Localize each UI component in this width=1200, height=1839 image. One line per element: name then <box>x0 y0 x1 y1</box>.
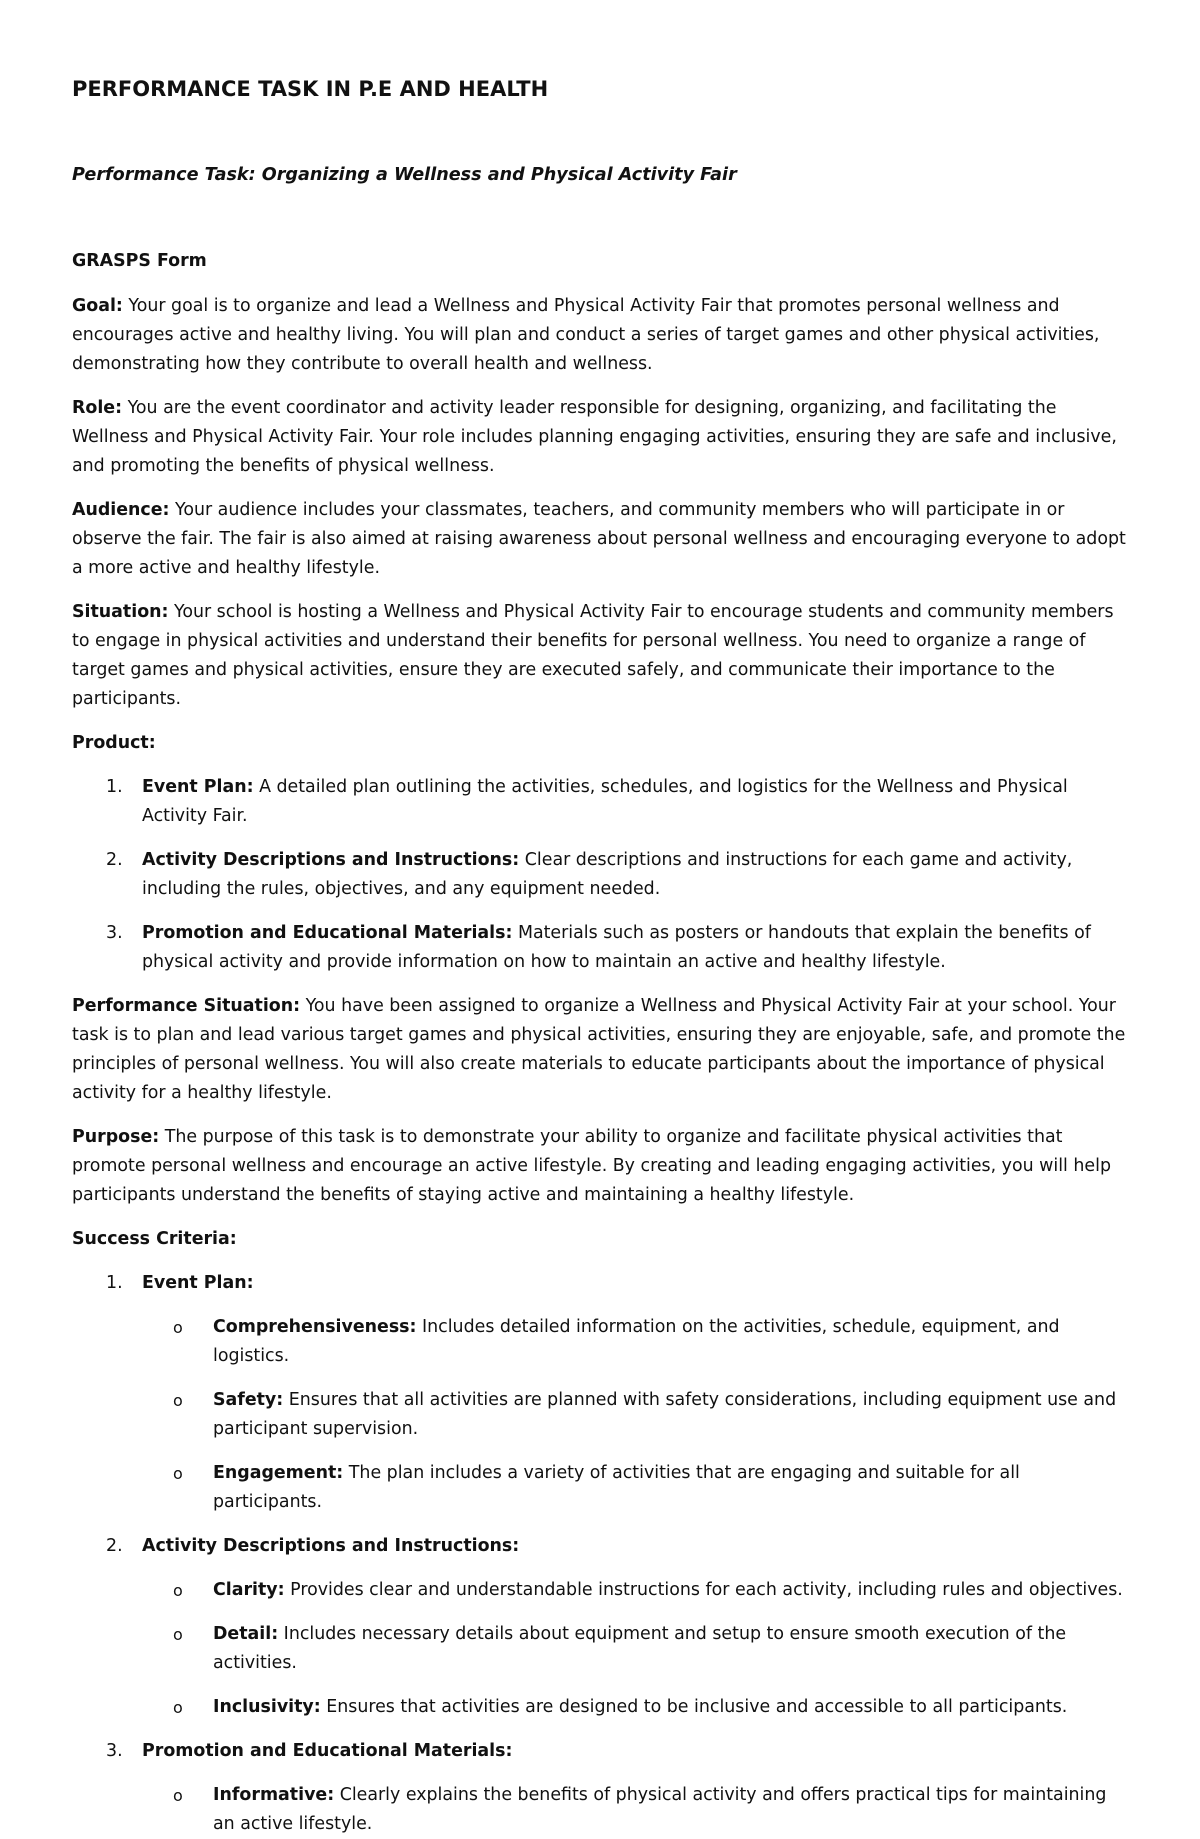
role-label: Role: <box>72 398 123 418</box>
performance-situation-text: You have been assigned to organize a Wellness and Physical Activity Fair at your school. Your task is to plan and lead various target games and physical activities, ensuring they are enjoyable, safe, and promote the principles of personal wellness. You will also create materials to educate participants about the importance of physical activity for a healthy lifestyle. <box>72 996 1126 1103</box>
criterion-label: Detail: <box>213 1624 279 1644</box>
item-label: Promotion and Educational Materials: <box>142 923 513 943</box>
purpose-label: Purpose: <box>72 1127 160 1147</box>
criteria-sublist <box>142 1313 1130 1517</box>
item-label: Event Plan: <box>142 777 254 797</box>
list-item <box>72 1737 1130 1839</box>
criterion-text: Clearly explains the benefits of physical activity and offers practical tips for maintaining an active lifestyle. <box>213 1785 1107 1834</box>
sub-list-item <box>142 1386 1130 1444</box>
criteria-sublist <box>142 1576 1130 1722</box>
goal-paragraph <box>72 292 1130 379</box>
item-label: Event Plan: <box>142 1273 254 1293</box>
situation-text: Your school is hosting a Wellness and Physical Activity Fair to encourage students and community members to engage in physical activities and understand their benefits for personal wellness. You need to organize a range of target games and physical activities, ensure they are executed safely, and communicate their importance to the participants. <box>72 602 1114 709</box>
bullet-icon: o <box>173 1318 183 1337</box>
task-subtitle: Performance Task: Organizing a Wellness and Physical Activity Fair <box>72 165 737 185</box>
purpose-text: The purpose of this task is to demonstrate your ability to organize and facilitate physical activities that promote personal wellness and encourage an active lifestyle. By creating and leading engaging activities, you will help participants understand the benefits of staying active and maintaining a healthy lifestyle. <box>72 1127 1111 1205</box>
criterion-label: Comprehensiveness: <box>213 1317 417 1337</box>
criterion-label: Inclusivity: <box>213 1697 321 1717</box>
list-item <box>72 919 1130 977</box>
product-list <box>72 773 1130 977</box>
role-paragraph <box>72 394 1130 481</box>
criterion-text: The plan includes a variety of activities that are engaging and suitable for all participants. <box>213 1463 1020 1512</box>
criterion-label: Clarity: <box>213 1580 285 1600</box>
list-number: 3. <box>106 1741 123 1761</box>
list-item <box>72 846 1130 904</box>
bullet-icon: o <box>173 1581 183 1600</box>
performance-situation-label: Performance Situation: <box>72 996 301 1016</box>
document-title: PERFORMANCE TASK IN P.E AND HEALTH <box>72 77 549 101</box>
bullet-icon: o <box>173 1698 183 1717</box>
criterion-text: Ensures that activities are designed to be inclusive and accessible to all participants. <box>320 1697 1068 1717</box>
item-label: Promotion and Educational Materials: <box>142 1741 513 1761</box>
list-number: 2. <box>106 1536 123 1556</box>
bullet-icon: o <box>173 1464 183 1483</box>
goal-text: Your goal is to organize and lead a Wellness and Physical Activity Fair that promotes personal wellness and encourages active and healthy living. You will plan and conduct a series of target games and other physical activities, demonstrating how they contribute to overall health and wellness. <box>72 296 1100 374</box>
audience-paragraph <box>72 496 1130 583</box>
sub-list-item <box>142 1459 1130 1517</box>
criterion-text: Ensures that all activities are planned with safety considerations, including equipment use and participant supervision. <box>213 1390 1117 1439</box>
item-label: Activity Descriptions and Instructions: <box>142 850 520 870</box>
item-label: Activity Descriptions and Instructions: <box>142 1536 520 1556</box>
list-number: 1. <box>106 1273 123 1293</box>
audience-label: Audience: <box>72 500 170 520</box>
sub-list-item <box>142 1781 1130 1839</box>
product-heading: Product: <box>72 733 156 753</box>
criterion-text: Includes detailed information on the activities, schedule, equipment, and logistics. <box>213 1317 1060 1366</box>
list-item <box>72 773 1130 831</box>
bullet-icon: o <box>173 1625 183 1644</box>
goal-label: Goal: <box>72 296 123 316</box>
success-criteria-heading: Success Criteria: <box>72 1229 237 1249</box>
purpose-paragraph <box>72 1123 1130 1210</box>
criterion-label: Engagement: <box>213 1463 344 1483</box>
success-criteria-list <box>72 1269 1130 1839</box>
situation-paragraph <box>72 598 1130 714</box>
sub-list-item <box>142 1313 1130 1371</box>
sub-list-item <box>142 1693 1130 1722</box>
criterion-label: Safety: <box>213 1390 284 1410</box>
grasps-form-heading: GRASPS Form <box>72 251 207 271</box>
list-item <box>72 1269 1130 1517</box>
role-text: You are the event coordinator and activity leader responsible for designing, organizing, and facilitating the Wellness and Physical Activity Fair. Your role includes planning engaging activities, ensuring they are safe and inclusive, and promoting the benefits of physical wellness. <box>72 398 1117 476</box>
bullet-icon: o <box>173 1786 183 1805</box>
list-number: 3. <box>106 923 123 943</box>
item-text: A detailed plan outlining the activities, schedules, and logistics for the Wellness and Physical Activity Fair. <box>142 777 1068 826</box>
situation-label: Situation: <box>72 602 169 622</box>
sub-list-item <box>142 1576 1130 1605</box>
audience-text: Your audience includes your classmates, teachers, and community members who will participate in or observe the fair. The fair is also aimed at raising awareness about personal wellness and encouraging everyone to adopt a more active and healthy lifestyle. <box>72 500 1126 578</box>
item-text: Clear descriptions and instructions for each game and activity, including the rules, objectives, and any equipment needed. <box>142 850 1073 899</box>
performance-situation-paragraph <box>72 992 1130 1108</box>
list-item <box>72 1532 1130 1722</box>
list-number: 2. <box>106 850 123 870</box>
item-text: Materials such as posters or handouts that explain the benefits of physical activity and provide information on how to maintain an active and healthy lifestyle. <box>142 923 1091 972</box>
criterion-text: Provides clear and understandable instructions for each activity, including rules and objectives. <box>284 1580 1123 1600</box>
criterion-text: Includes necessary details about equipment and setup to ensure smooth execution of the activities. <box>213 1624 1067 1673</box>
criterion-label: Informative: <box>213 1785 335 1805</box>
list-number: 1. <box>106 777 123 797</box>
bullet-icon: o <box>173 1391 183 1410</box>
sub-list-item <box>142 1620 1130 1678</box>
criteria-sublist <box>142 1781 1130 1839</box>
